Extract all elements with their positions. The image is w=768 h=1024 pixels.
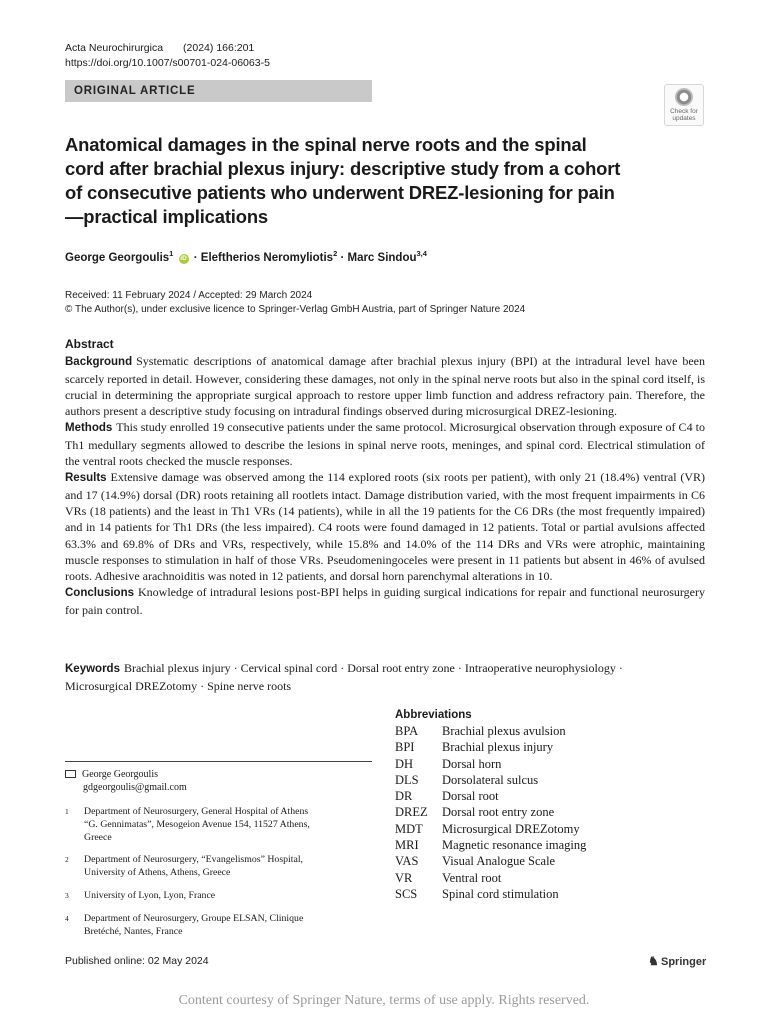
copyright-line: © The Author(s), under exclusive licence to Springer-Verlag GmbH Austria, part of Springer Nature 2024 xyxy=(65,304,526,315)
abbreviation-key: VR xyxy=(395,870,413,885)
abbreviation-key: MRI xyxy=(395,838,419,853)
author-name[interactable]: Eleftherios Neromyliotis xyxy=(200,251,334,264)
author-list xyxy=(65,249,427,264)
orcid-icon[interactable]: iD xyxy=(180,254,187,262)
abbreviation-key: DR xyxy=(395,789,413,804)
abbreviations-table xyxy=(395,723,586,902)
affiliations xyxy=(65,806,365,948)
keywords-label: Keywords xyxy=(65,663,120,675)
author-separator: · xyxy=(337,251,348,264)
affiliation-number: 4 xyxy=(65,913,69,923)
abbreviation-value: Visual Analogue Scale xyxy=(442,854,556,869)
received-accepted: Received: 11 February 2024 / Accepted: 29 March 2024 xyxy=(65,290,313,301)
results-text: Extensive damage was observed among the 114 explored roots (six roots per patient), with only 21 (18.4%) ventral (VR) and 17 (14.9%) dorsal (DR) roots retaining all rootlets intact. Damage distribution varied, with the most frequent impairments in C6 VRs (18 patients) and the least in Th1 VRs (14 patients), while in all the 19 patients for the C6 DRs (the most frequently impaired) and in 14 patients for Th1 DRs (the less impaired). C4 roots were found damaged in 12 patients. Total or partial avulsions affected 63.3% and 69.8% of DRs and VRs, respectively, while 15.8% and 14.0% of the 114 DRs and VRs were atrophic, maintaining muscle responses to stimulation in half of those VRs. Pseudomeningoceles were present in 11 patients but absent in 46% of avulsed roots. Adhesive arachnoiditis was noted in 12 patients, and dorsal horn parenchymal alterations in 10. xyxy=(65,470,705,584)
author-affil-ref: 2 xyxy=(333,249,338,258)
correspondence xyxy=(65,768,187,794)
author-name[interactable]: George Georgoulis xyxy=(65,251,170,264)
methods-text: This study enrolled 19 consecutive patients under the same protocol. Microsurgical observation through exposure of C4 to Th1 medullary segments allowed to describe the lesions in spinal nerve roots, meninges, and spinal cord. Electrical stimulation of the ventral roots checked the muscle responses. xyxy=(65,420,705,469)
check-updates-icon xyxy=(675,88,693,106)
conclusions-text: Knowledge of intradural lesions post-BPI helps in guiding surgical indications for repair and functional neurosurgery for pain control. xyxy=(65,585,705,617)
keywords-line1: Brachial plexus injury · Cervical spinal cord · Dorsal root entry zone · Intraoperative neurophysiology · xyxy=(123,661,623,675)
abbreviation-key: DH xyxy=(395,756,414,771)
abbreviation-value: Spinal cord stimulation xyxy=(442,886,559,901)
abbreviation-key: MDT xyxy=(395,821,423,836)
springer-horse-icon: ♞ xyxy=(648,954,659,968)
abbreviation-key: DREZ xyxy=(395,805,428,820)
affiliation-text xyxy=(84,806,310,844)
affiliation-item xyxy=(65,854,365,880)
affiliation-line: Department of Neurosurgery, General Hospital of Athens xyxy=(84,806,309,817)
journal-header xyxy=(65,41,270,71)
article-type-badge: ORIGINAL ARTICLE xyxy=(65,80,372,102)
abstract-results xyxy=(65,469,705,584)
abbreviation-key: DLS xyxy=(395,772,419,787)
affiliation-item xyxy=(65,913,365,939)
abbreviation-row xyxy=(395,772,586,788)
check-updates-line1: Check for xyxy=(670,108,698,115)
abbreviation-row xyxy=(395,870,586,886)
abbreviation-row xyxy=(395,837,586,853)
published-date: Published online: 02 May 2024 xyxy=(65,955,209,967)
journal-volume: (2024) 166:201 xyxy=(183,42,255,54)
publisher-logo xyxy=(648,954,706,968)
abbreviation-key: VAS xyxy=(395,854,419,869)
affiliation-line: Department of Neurosurgery, “Evangelismos” Hospital, xyxy=(84,854,304,866)
affiliation-number: 3 xyxy=(65,890,69,900)
abstract-section xyxy=(65,336,705,618)
abbreviation-key: BPA xyxy=(395,724,419,738)
author-name[interactable]: Marc Sindou xyxy=(347,251,417,264)
results-label: Results xyxy=(65,472,107,485)
check-for-updates-button[interactable] xyxy=(664,84,704,126)
abstract-conclusions xyxy=(65,584,705,618)
rights-footer: Content courtesy of Springer Nature, terms of use apply. Rights reserved. xyxy=(178,993,590,1008)
envelope-icon xyxy=(65,770,76,778)
background-text: Systematic descriptions of anatomical damage after brachial plexus injury (BPI) at the intradural level have been scarcely reported in detail. However, considering these damages, not only in the spinal nerve roots but also in the spinal cord itself, is crucial in determining the appropriate surgical approach to restore upper limb function and address refractory pain. Therefore, the authors present a descriptive study focusing on intradural findings observed during microsurgical DREZ-lesioning. xyxy=(65,354,706,419)
publisher-name: Springer xyxy=(661,956,707,968)
abbreviations-heading: Abbreviations xyxy=(395,709,472,721)
abbreviation-row xyxy=(395,886,586,902)
affiliation-item xyxy=(65,890,365,903)
affiliation-line: “G. Gennimatas”, Mesogeion Avenue 154, 11527 Athens, xyxy=(84,818,310,830)
background-label: Background xyxy=(65,356,133,369)
abbreviations-section xyxy=(395,709,705,902)
author-separator: · xyxy=(190,251,201,264)
footnote-divider xyxy=(65,761,372,762)
affiliation-text xyxy=(84,913,303,939)
abbreviation-row xyxy=(395,723,586,739)
abbreviation-value: Dorsal horn xyxy=(442,756,502,771)
affiliation-line: Bretéché, Nantes, France xyxy=(84,925,183,937)
abbreviation-row xyxy=(395,756,586,772)
abbreviation-value: Ventral root xyxy=(442,870,502,885)
article-title: Anatomical damages in the spinal nerve roots and the spinal cord after brachial plexus injury: descriptive study from a cohort of consecutive patients who underwent DREZ-lesioning for pain—practical implications xyxy=(65,134,621,227)
abbreviation-row xyxy=(395,821,586,837)
abstract-background xyxy=(65,353,705,419)
abbreviation-key: BPI xyxy=(395,740,415,755)
author-affil-ref: 3,4 xyxy=(416,249,427,258)
affiliation-number: 1 xyxy=(65,807,69,816)
abbreviation-row xyxy=(395,739,586,755)
abbreviation-row xyxy=(395,788,586,804)
affiliation-item xyxy=(65,806,365,844)
correspondence-name: George Georgoulis xyxy=(82,769,159,780)
keywords-section xyxy=(65,660,705,695)
check-updates-line2: updates xyxy=(672,115,696,122)
abbreviation-value: Dorsolateral sulcus xyxy=(442,772,539,787)
doi-link[interactable]: https://doi.org/10.1007/s00701-024-06063-5 xyxy=(65,57,270,69)
affiliation-line: Department of Neurosurgery, Groupe ELSAN, Clinique xyxy=(84,912,304,924)
abbreviation-value: Dorsal root xyxy=(442,789,499,804)
abstract-methods xyxy=(65,419,705,469)
affiliation-line: University of Athens, Athens, Greece xyxy=(84,867,231,879)
affiliation-text xyxy=(84,890,215,903)
affiliation-line: Greece xyxy=(84,831,112,843)
correspondence-email[interactable]: gdgeorgoulis@gmail.com xyxy=(83,782,187,793)
affiliation-line: University of Lyon, Lyon, France xyxy=(84,889,216,901)
keywords-line2: Microsurgical DREZotomy · Spine nerve roots xyxy=(65,679,292,693)
abstract-heading: Abstract xyxy=(65,337,114,351)
affiliation-number: 2 xyxy=(65,855,69,865)
author-affil-ref: 1 xyxy=(169,249,174,258)
abbreviation-value: Microsurgical DREZotomy xyxy=(442,821,580,836)
methods-label: Methods xyxy=(65,422,113,435)
abbreviation-value: Brachial plexus injury xyxy=(442,740,554,755)
abbreviation-row xyxy=(395,804,586,820)
abbreviation-value: Brachial plexus avulsion xyxy=(442,724,566,738)
abbreviation-key: SCS xyxy=(395,886,418,901)
affiliation-text xyxy=(84,854,303,880)
abbreviation-row xyxy=(395,853,586,869)
journal-name: Acta Neurochirurgica xyxy=(65,42,164,54)
abbreviation-value: Magnetic resonance imaging xyxy=(442,838,587,853)
article-dates xyxy=(65,289,525,317)
abbreviation-value: Dorsal root entry zone xyxy=(442,805,555,820)
conclusions-label: Conclusions xyxy=(65,587,135,600)
